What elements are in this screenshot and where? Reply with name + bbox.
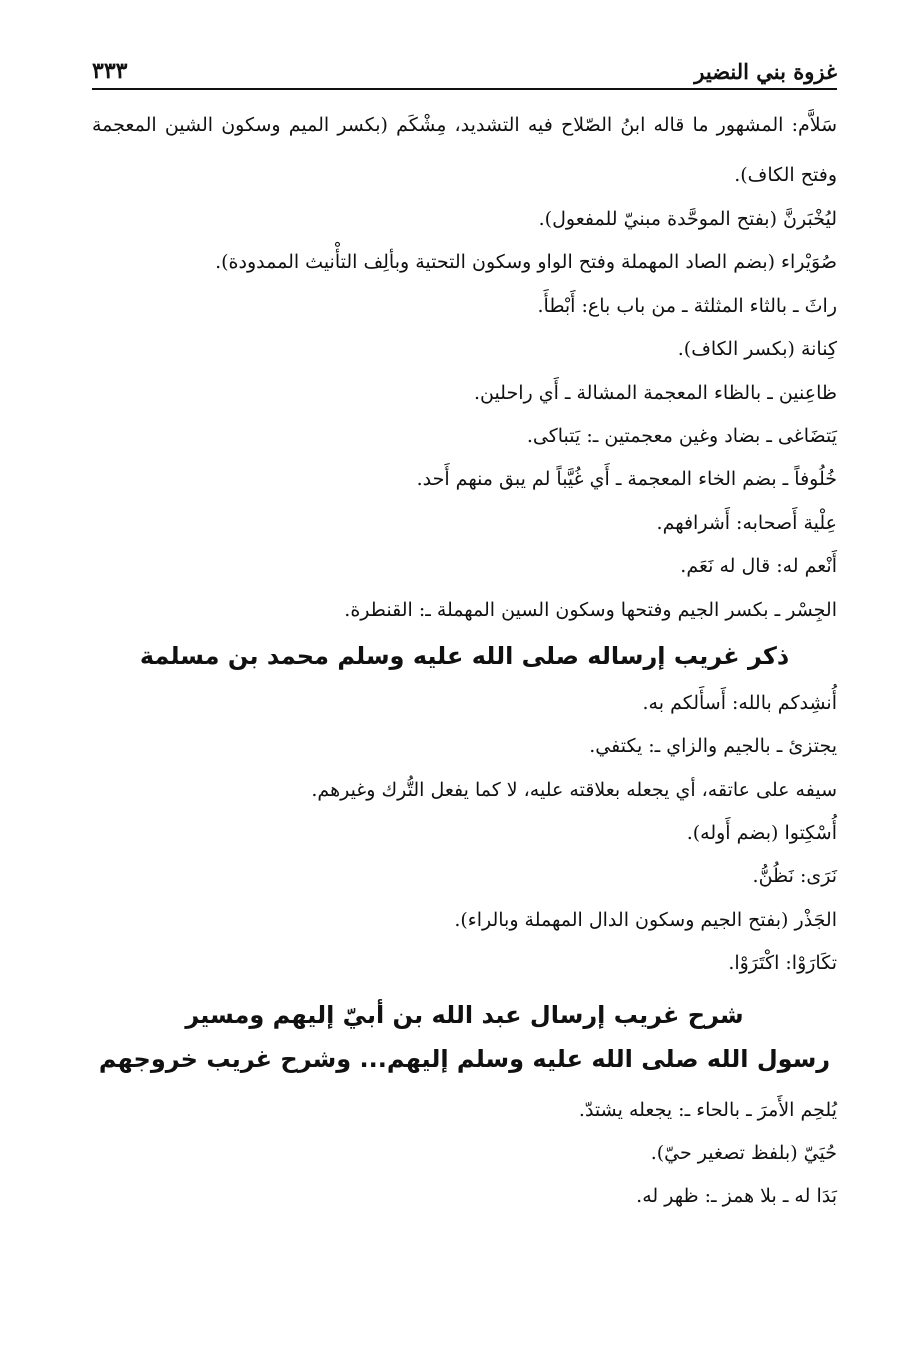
glossary-entry: سَلاَّم: المشهور ما قاله ابنُ الصّلاح فيه التشديد، مِشْكَم (بكسر الميم وسكون الشين المعجمة وفتح الكاف). [92, 114, 837, 186]
glossary-entry: خُلُوفاً ـ بضم الخاء المعجمة ـ أَي غُيَّباً لم يبق منهم أَحد. [416, 468, 837, 491]
section-heading: ذكر غريب إرساله صلى الله عليه وسلم محمد بن مسلمة [139, 641, 790, 670]
glossary-entry: يُلحِم الأَمرَ ـ بالحاء ـ: يجعله يشتدّ. [578, 1098, 837, 1121]
glossary-entry: راثَ ـ بالثاء المثلثة ـ من باب باع: أَبْطأَ. [537, 294, 837, 317]
section-heading [92, 993, 837, 1081]
glossary-entry: صُوَيْراء (بضم الصاد المهملة وفتح الواو وسكون التحتية وبألِف التأْنيث الممدودة). [215, 251, 837, 274]
glossary-entry: تكَارَوْا: اكْتَرَوْا. [728, 952, 837, 975]
glossary-entry: كِنانة (بكسر الكاف). [677, 338, 837, 361]
glossary-entry: بَدَا له ـ بلا همز ـ: ظهر له. [636, 1185, 837, 1208]
glossary-entry: ظاعِنين ـ بالظاء المعجمة المشالة ـ أَي راحلين. [473, 381, 837, 404]
section-heading-line: رسول الله صلى الله عليه وسلم إليهم... وشرح غريب خروجهم [98, 1044, 831, 1073]
glossary-entry: سيفه على عاتقه، أي يجعله بعلاقته عليه، لا كما يفعل التُّرك وغيرهم. [311, 778, 837, 801]
section-heading-line: شرح غريب إرسال عبد الله بن أبيّ إليهم ومسير [185, 1000, 744, 1029]
glossary-entry: عِلْية أَصحابه: أَشرافهم. [656, 511, 837, 534]
glossary-entry: أُسْكِتوا (بضم أَوله). [686, 822, 837, 845]
glossary-entry: يجتزئ ـ بالجيم والزاي ـ: يكتفي. [589, 735, 837, 758]
glossary-entry: أَنْعم له: قال له نَعَم. [680, 555, 837, 578]
glossary-entry: الجَذْر (بفتح الجيم وسكون الدال المهملة وبالراء). [454, 908, 837, 931]
running-title: غزوة بني النضير [694, 59, 837, 84]
glossary-entry: حُيَيّ (بلفظ تصغير حيّ). [650, 1142, 837, 1165]
glossary-entry: نَرَى: نَظُنُّ. [752, 865, 837, 888]
glossary-entry: يَتضَاغى ـ بضاد وغين معجمتين ـ: يَتباكى. [526, 424, 837, 447]
page-number: ٣٣٣ [92, 58, 128, 84]
glossary-entry: ليُخْبَرنَّ (بفتح الموحَّدة مبنيّ للمفعول). [538, 208, 837, 230]
glossary-entry: أُنشِدكم بالله: أَسأَلكم به. [642, 691, 837, 714]
glossary-entry: الجِسْر ـ بكسر الجيم وفتحها وسكون السين المهملة ـ: القنطرة. [344, 598, 837, 621]
page-body [92, 100, 837, 1225]
page-header [92, 44, 837, 90]
